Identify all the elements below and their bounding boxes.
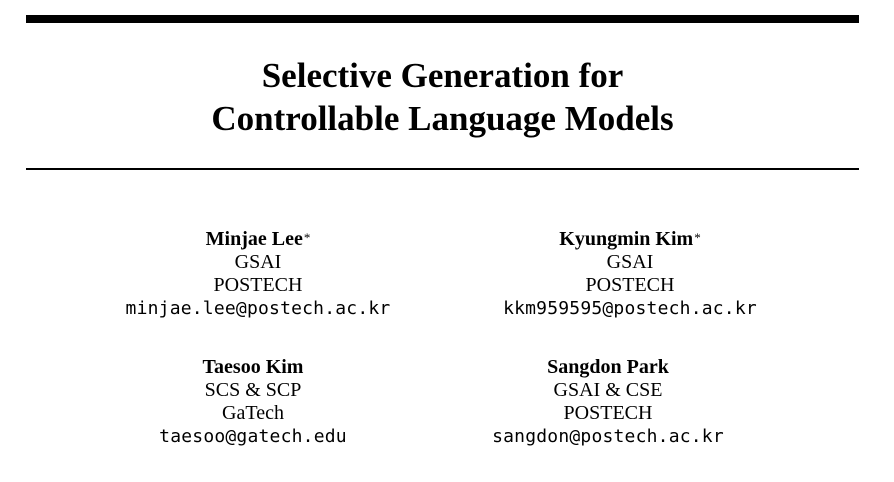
author-block-kyungmin-kim [470,228,790,320]
author-department: GSAI [234,251,282,273]
author-email[interactable]: minjae.lee@postech.ac.kr [125,298,391,319]
top-rule [26,15,859,23]
author-department: GSAI & CSE [553,379,663,401]
author-department: GSAI [606,251,654,273]
author-institution: GaTech [222,402,284,424]
author-department: SCS & SCP [204,379,302,401]
author-email[interactable]: taesoo@gatech.edu [159,426,347,447]
author-institution: POSTECH [563,402,653,424]
bottom-rule [26,168,859,170]
author-name: Taesoo Kim [202,356,304,378]
author-email[interactable]: kkm959595@postech.ac.kr [503,298,757,319]
equal-contribution-mark: * [303,230,311,245]
author-block-minjae-lee [98,228,418,320]
paper-title [26,54,859,140]
author-block-sangdon-park [448,356,768,448]
equal-contribution-mark: * [694,230,701,245]
author-name: Sangdon Park [547,356,669,378]
title-line-2: Controllable Language Models [211,99,674,138]
author-block-taesoo-kim [93,356,413,448]
author-name: Kyungmin Kim* [559,228,701,250]
author-institution: POSTECH [213,274,303,296]
author-name: Minjae Lee* [205,228,311,250]
author-institution: POSTECH [585,274,675,296]
title-line-1: Selective Generation for [261,56,624,95]
author-email[interactable]: sangdon@postech.ac.kr [492,426,724,447]
